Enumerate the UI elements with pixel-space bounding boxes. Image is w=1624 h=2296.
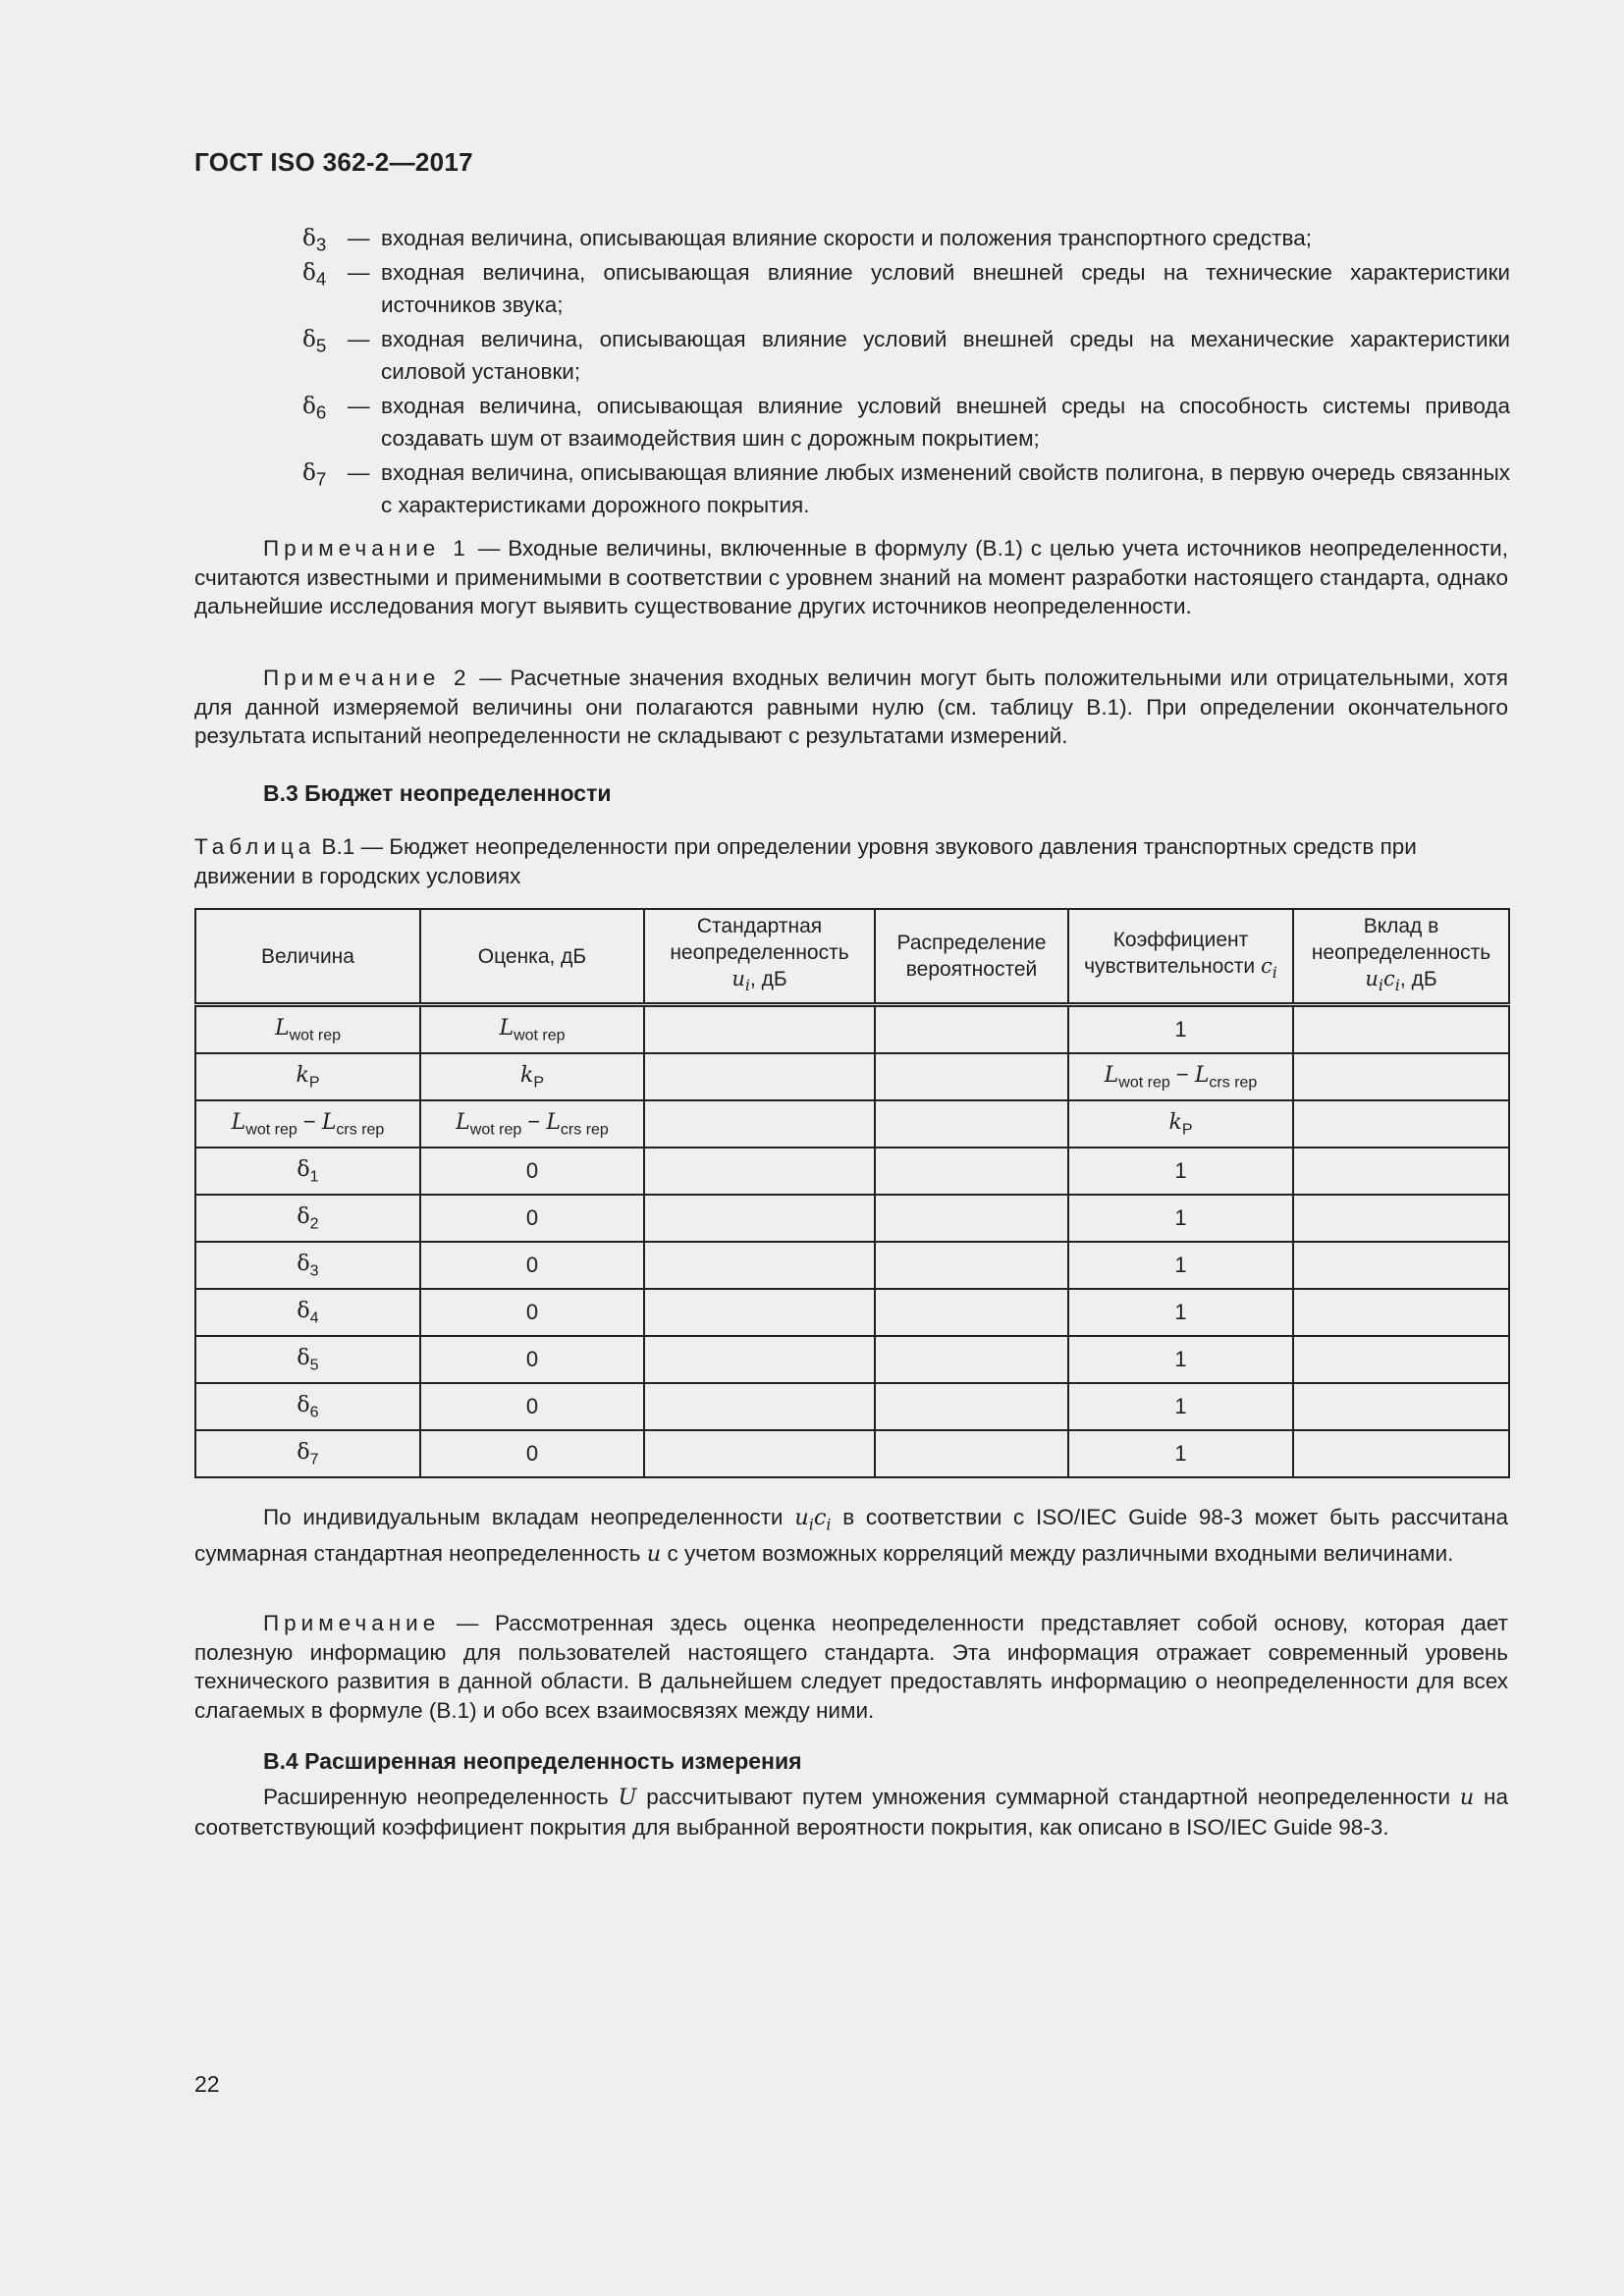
- symbol-base: δ: [297, 1203, 310, 1229]
- cell-quantity: [195, 1148, 420, 1195]
- symbol-subscript: P: [1181, 1121, 1193, 1139]
- paragraph-expanded-uncertainty: [194, 1783, 1508, 1842]
- cell-value: 0: [525, 1158, 539, 1183]
- cell-value: 1: [1174, 1394, 1187, 1418]
- cell-sensitivity: [1068, 1242, 1293, 1289]
- minus-sign: −: [1169, 1061, 1195, 1087]
- cell-contribution: [1293, 1336, 1509, 1383]
- cell-value: 0: [525, 1300, 539, 1324]
- cell-sensitivity: [1068, 1005, 1293, 1054]
- para-after-symbol-u2: u: [646, 1541, 662, 1567]
- cell-value: 1: [1174, 1205, 1187, 1230]
- header-standard-uncertainty-unit: , дБ: [749, 968, 787, 991]
- cell-sensitivity: [1068, 1053, 1293, 1100]
- cell-standard-uncertainty: [644, 1242, 875, 1289]
- page-number: 22: [194, 2071, 220, 2097]
- note-2: [194, 664, 1508, 751]
- definition-text: входная величина, описывающая влияние скорости и положения транспортного средства;: [381, 226, 1312, 250]
- table-row: [195, 1289, 1509, 1336]
- symbol-subscript: crs rep: [1209, 1074, 1258, 1092]
- cell-quantity: [195, 1195, 420, 1242]
- definition-symbol-wrap: [302, 390, 326, 429]
- symbol-subscript: P: [533, 1074, 544, 1092]
- definition-symbol-sub: 4: [315, 268, 327, 290]
- cell-contribution: [1293, 1430, 1509, 1477]
- symbol-base: L: [1194, 1062, 1210, 1088]
- note-2-label: Примечание 2: [263, 666, 471, 690]
- symbol-subscript: P: [308, 1074, 320, 1092]
- symbol-base: δ: [297, 1439, 310, 1465]
- header-contribution-symbol-u: u: [1365, 967, 1379, 991]
- definition-symbol-wrap: [302, 222, 326, 261]
- cell-quantity: [195, 1430, 420, 1477]
- cell-value: 1: [1174, 1300, 1187, 1324]
- header-sensitivity-sub: i: [1272, 963, 1277, 983]
- header-standard-uncertainty: [644, 909, 875, 1005]
- definition-item: [194, 222, 1510, 254]
- table-row: [195, 1383, 1509, 1430]
- table-caption: [194, 832, 1508, 890]
- definition-symbol-sub: 3: [315, 234, 327, 255]
- header-contribution-label: Вклад в неопределенность: [1311, 915, 1491, 965]
- header-standard-uncertainty-sub: i: [744, 976, 750, 995]
- note-3-label: Примечание: [263, 1611, 441, 1635]
- cell-contribution: [1293, 1148, 1509, 1195]
- para-b4-symbol-U: U: [618, 1785, 637, 1810]
- cell-distribution: [875, 1195, 1068, 1242]
- cell-value: 1: [1174, 1347, 1187, 1371]
- definition-symbol-wrap: [302, 323, 326, 362]
- symbol-base: k: [519, 1062, 534, 1088]
- cell-standard-uncertainty: [644, 1100, 875, 1148]
- section-b4-heading: В.4 Расширенная неопределенность измерения: [263, 1748, 802, 1774]
- definition-symbol-sub: 5: [315, 335, 327, 356]
- header-contribution-sub-2: i: [1394, 976, 1400, 995]
- cell-sensitivity: [1068, 1383, 1293, 1430]
- para-b4-text-3: на соответствующий коэффициент покрытия для выбранной вероятности покрытия, как описано в ISO/IEC Guide 98-3.: [194, 1785, 1508, 1840]
- cell-estimate: [420, 1430, 644, 1477]
- cell-quantity: [195, 1100, 420, 1148]
- cell-estimate: [420, 1148, 644, 1195]
- definition-dash: —: [348, 394, 370, 418]
- header-estimate: Оценка, дБ: [420, 909, 644, 1005]
- cell-contribution: [1293, 1100, 1509, 1148]
- section-b3-heading: В.3 Бюджет неопределенности: [263, 780, 612, 806]
- definition-symbol: δ: [302, 226, 316, 251]
- definition-symbol-wrap: [302, 456, 326, 496]
- table-row: [195, 1336, 1509, 1383]
- cell-distribution: [875, 1242, 1068, 1289]
- symbol-subscript: wot rep: [289, 1027, 342, 1044]
- symbol-base: L: [499, 1015, 514, 1041]
- cell-standard-uncertainty: [644, 1148, 875, 1195]
- symbol-base: L: [546, 1109, 561, 1135]
- cell-distribution: [875, 1336, 1068, 1383]
- symbol-base: k: [1168, 1109, 1182, 1135]
- cell-distribution: [875, 1430, 1068, 1477]
- cell-standard-uncertainty: [644, 1289, 875, 1336]
- para-b4-symbol-u: u: [1459, 1785, 1475, 1810]
- definition-dash: —: [348, 226, 370, 250]
- definition-dash: —: [348, 460, 370, 485]
- cell-quantity: [195, 1336, 420, 1383]
- cell-quantity: [195, 1383, 420, 1430]
- definition-list: [194, 222, 1510, 523]
- definition-text: входная величина, описывающая влияние условий внешней среды на способность системы привода создавать шум от взаимодействия шин с дорожным покрытием;: [381, 394, 1510, 451]
- symbol-subscript: 7: [309, 1451, 319, 1468]
- cell-sensitivity: [1068, 1100, 1293, 1148]
- paragraph-combined-uncertainty: [194, 1503, 1508, 1570]
- cell-estimate: [420, 1053, 644, 1100]
- cell-quantity: [195, 1053, 420, 1100]
- cell-value: 1: [1174, 1158, 1187, 1183]
- definition-item: [194, 390, 1510, 454]
- header-sensitivity-symbol: c: [1261, 953, 1272, 978]
- para-after-symbol-u: u: [794, 1505, 809, 1530]
- para-after-sub-2: i: [826, 1515, 832, 1534]
- para-after-text-1: По индивидуальным вкладам неопределенности: [263, 1505, 795, 1529]
- definition-symbol-sub: 6: [315, 401, 327, 423]
- uncertainty-budget-table: [194, 908, 1510, 1478]
- cell-distribution: [875, 1100, 1068, 1148]
- cell-distribution: [875, 1053, 1068, 1100]
- header-standard-uncertainty-symbol: u: [731, 967, 745, 991]
- definition-symbol: δ: [302, 460, 316, 486]
- note-3: [194, 1609, 1508, 1725]
- cell-distribution: [875, 1289, 1068, 1336]
- note-1-label: Примечание 1: [263, 536, 470, 561]
- header-quantity: Величина: [195, 909, 420, 1005]
- definition-dash: —: [348, 260, 370, 285]
- symbol-base: k: [296, 1062, 309, 1088]
- cell-contribution: [1293, 1005, 1509, 1054]
- cell-standard-uncertainty: [644, 1336, 875, 1383]
- header-sensitivity-label: Коэффициент чувствительности: [1084, 928, 1256, 978]
- cell-value: 0: [525, 1205, 539, 1230]
- para-b4-text-2: рассчитывают путем умножения суммарной стандартной неопределенности: [636, 1785, 1460, 1809]
- header-standard-uncertainty-label: Стандартная неопределенность: [670, 915, 849, 965]
- cell-contribution: [1293, 1289, 1509, 1336]
- table-row: [195, 1430, 1509, 1477]
- cell-contribution: [1293, 1383, 1509, 1430]
- symbol-subscript: wot rep: [245, 1121, 298, 1139]
- cell-value: 1: [1174, 1253, 1187, 1277]
- document-header: ГОСТ ISO 362-2—2017: [194, 147, 473, 177]
- symbol-base: δ: [297, 1345, 310, 1370]
- note-1: [194, 534, 1508, 621]
- symbol-base: L: [456, 1109, 470, 1135]
- symbol-base: L: [321, 1109, 337, 1135]
- cell-estimate: [420, 1383, 644, 1430]
- cell-estimate: [420, 1242, 644, 1289]
- symbol-subscript: 2: [309, 1215, 319, 1233]
- symbol-subscript: wot rep: [1118, 1074, 1170, 1092]
- cell-estimate: [420, 1100, 644, 1148]
- cell-value: 1: [1174, 1441, 1187, 1466]
- symbol-base: L: [231, 1109, 246, 1135]
- symbol-base: L: [1104, 1062, 1119, 1088]
- cell-sensitivity: [1068, 1289, 1293, 1336]
- cell-estimate: [420, 1289, 644, 1336]
- table-caption-label: Таблица: [194, 834, 316, 859]
- cell-estimate: [420, 1195, 644, 1242]
- symbol-subscript: 3: [309, 1262, 319, 1280]
- minus-sign: −: [521, 1108, 547, 1134]
- definition-item: [194, 456, 1510, 521]
- cell-standard-uncertainty: [644, 1430, 875, 1477]
- symbol-base: δ: [297, 1392, 310, 1417]
- table-row: [195, 1053, 1509, 1100]
- cell-contribution: [1293, 1242, 1509, 1289]
- definition-text: входная величина, описывающая влияние любых изменений свойств полигона, в первую очередь связанных с характеристиками дорожного покрытия.: [381, 460, 1510, 517]
- definition-dash: —: [348, 327, 370, 351]
- header-contribution-unit: , дБ: [1399, 968, 1437, 991]
- note-3-text: — Рассмотренная здесь оценка неопределенности представляет собой основу, которая дает полезную информацию для пользователей настоящего стандарта. Эта информация отражает современный уровень технического развития в данной области. В дальнейшем следует предоставлять информацию о неопределенности для всех слагаемых в формуле (В.1) и обо всех взаимосвязях между ними.: [194, 1611, 1508, 1723]
- definition-text: входная величина, описывающая влияние условий внешней среды на механические характеристики силовой установки;: [381, 327, 1510, 384]
- cell-distribution: [875, 1383, 1068, 1430]
- para-after-symbol-c: c: [813, 1505, 827, 1530]
- header-contribution-symbol-c: c: [1383, 967, 1395, 991]
- definition-text: входная величина, описывающая влияние условий внешней среды на технические характеристики источников звука;: [381, 260, 1510, 317]
- note-1-text: — Входные величины, включенные в формулу (В.1) с целью учета источников неопределенности, считаются известными и применимыми в соответствии с уровнем знаний на момент разработки настоящего стандарта, однако дальнейшие исследования могут выявить существование других источников неопределенности.: [194, 536, 1509, 618]
- cell-estimate: [420, 1336, 644, 1383]
- minus-sign: −: [297, 1108, 322, 1134]
- para-after-text-2: в соответствии с ISO/IEC Guide 98-3 может быть рассчитана суммарная стандартная неопределенность: [194, 1505, 1508, 1566]
- cell-sensitivity: [1068, 1430, 1293, 1477]
- cell-value: 0: [525, 1441, 539, 1466]
- table-row: [195, 1242, 1509, 1289]
- symbol-subscript: wot rep: [514, 1027, 566, 1044]
- table-row: [195, 1100, 1509, 1148]
- definition-item: [194, 323, 1510, 388]
- para-after-sub-1: i: [808, 1515, 814, 1534]
- para-after-text-3: с учетом возможных корреляций между различными входными величинами.: [661, 1541, 1454, 1566]
- cell-quantity: [195, 1289, 420, 1336]
- header-contribution: [1293, 909, 1509, 1005]
- table-row: [195, 1148, 1509, 1195]
- symbol-subscript: 5: [309, 1357, 319, 1374]
- cell-standard-uncertainty: [644, 1053, 875, 1100]
- symbol-subscript: 6: [309, 1404, 319, 1421]
- symbol-base: δ: [297, 1251, 310, 1276]
- cell-sensitivity: [1068, 1195, 1293, 1242]
- symbol-subscript: 4: [309, 1309, 319, 1327]
- table-caption-text: В.1 — Бюджет неопределенности при определении уровня звукового давления транспортных средств при движении в городских условиях: [194, 834, 1417, 888]
- symbol-subscript: 1: [309, 1168, 319, 1186]
- cell-quantity: [195, 1005, 420, 1054]
- cell-distribution: [875, 1005, 1068, 1054]
- cell-value: 0: [525, 1347, 539, 1371]
- symbol-base: δ: [297, 1298, 310, 1323]
- symbol-subscript: crs rep: [336, 1121, 385, 1139]
- cell-standard-uncertainty: [644, 1195, 875, 1242]
- symbol-base: L: [274, 1015, 290, 1041]
- symbol-base: δ: [297, 1156, 310, 1182]
- definition-symbol-wrap: [302, 256, 326, 295]
- symbol-subscript: crs rep: [560, 1121, 609, 1139]
- para-b4-text-1: Расширенную неопределенность: [263, 1785, 619, 1809]
- table-row: [195, 1195, 1509, 1242]
- header-distribution: Распределение вероятностей: [875, 909, 1068, 1005]
- cell-estimate: [420, 1005, 644, 1054]
- cell-value: 1: [1174, 1017, 1187, 1041]
- definition-symbol: δ: [302, 327, 316, 352]
- header-sensitivity: [1068, 909, 1293, 1005]
- definition-symbol-sub: 7: [315, 468, 327, 490]
- cell-sensitivity: [1068, 1148, 1293, 1195]
- cell-value: 0: [525, 1394, 539, 1418]
- header-contribution-sub-1: i: [1378, 976, 1384, 995]
- cell-quantity: [195, 1242, 420, 1289]
- definition-symbol: δ: [302, 394, 316, 419]
- cell-contribution: [1293, 1195, 1509, 1242]
- table-row: [195, 1005, 1509, 1054]
- cell-distribution: [875, 1148, 1068, 1195]
- cell-value: 0: [525, 1253, 539, 1277]
- cell-contribution: [1293, 1053, 1509, 1100]
- definition-symbol: δ: [302, 260, 316, 286]
- symbol-subscript: wot rep: [469, 1121, 522, 1139]
- cell-standard-uncertainty: [644, 1383, 875, 1430]
- note-2-text: — Расчетные значения входных величин могут быть положительными или отрицательными, хотя для данной измеряемой величины они полагаются равными нулю (см. таблицу В.1). При определении окончательного результата испытаний неопределенности не складывают с результатами измерений.: [194, 666, 1508, 748]
- cell-sensitivity: [1068, 1336, 1293, 1383]
- table-header-row: [195, 909, 1509, 1005]
- definition-item: [194, 256, 1510, 321]
- cell-standard-uncertainty: [644, 1005, 875, 1054]
